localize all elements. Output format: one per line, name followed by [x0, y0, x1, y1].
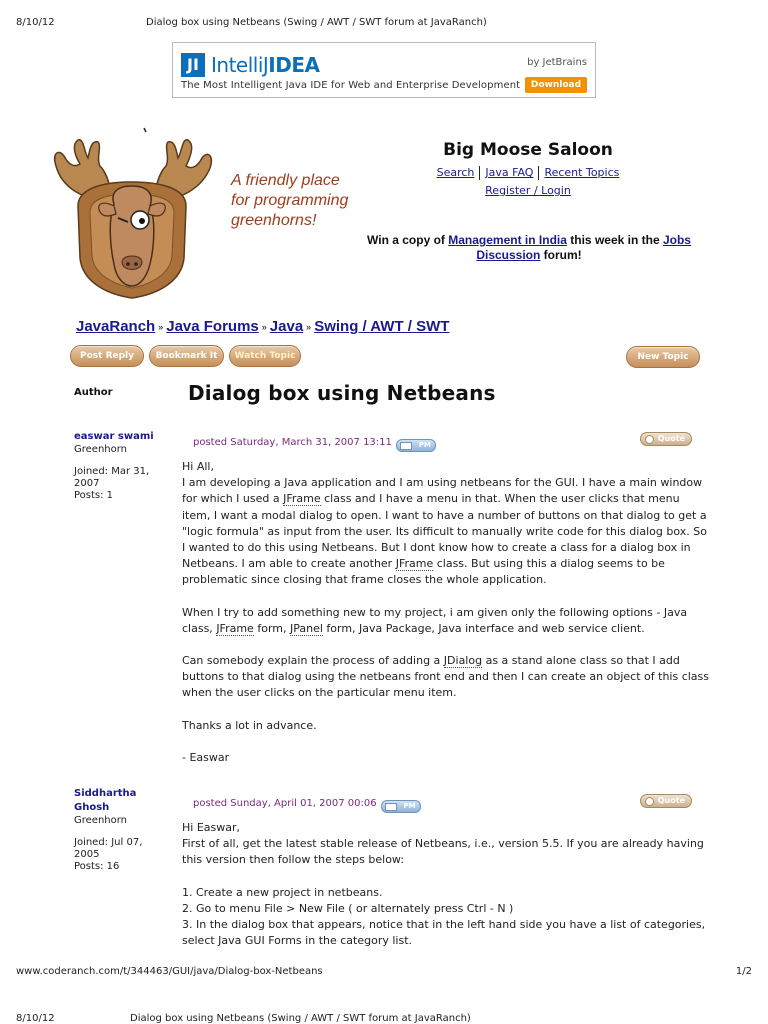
nav-recent-topics-link[interactable]: Recent Topics: [544, 166, 620, 179]
print-date: 8/10/12: [16, 17, 55, 28]
post-step: 3. In the dialog box that appears, notice that in the left hand side you have a list of categories, select Java GUI Forms in the category list.: [182, 918, 706, 948]
print-title: Dialog box using Netbeans (Swing / AWT / SWT forum at JavaRanch): [146, 17, 487, 28]
bookmark-button[interactable]: Bookmark It: [149, 345, 224, 367]
intellij-ad-banner[interactable]: [172, 42, 596, 98]
intellij-name: IntelliJIDEA: [211, 53, 320, 77]
promo-forum-link[interactable]: Jobs Discussion: [476, 233, 691, 262]
ad-tagline: The Most Intelligent Java IDE for Web and Enterprise Development: [181, 80, 521, 91]
ad-download-button[interactable]: Download: [525, 77, 587, 93]
breadcrumb-arrow-icon: »: [261, 322, 267, 333]
nav-divider: [538, 166, 539, 180]
moose-logo-icon[interactable]: [44, 108, 220, 304]
post-paragraph: Thanks a lot in advance.: [182, 718, 317, 732]
ad-by-jetbrains: by JetBrains: [527, 57, 587, 68]
post-step: 2. Go to menu File > New File ( or alternately press Ctrl - N ): [182, 901, 514, 915]
api-link[interactable]: JFrame: [283, 492, 321, 506]
post-signature: - Easwar: [182, 750, 230, 764]
breadcrumb-java[interactable]: Java: [269, 318, 304, 335]
envelope-icon: [385, 803, 397, 811]
breadcrumb-swing-awt-swt[interactable]: Swing / AWT / SWT: [314, 318, 450, 335]
api-link[interactable]: JPanel: [289, 621, 323, 635]
quote-icon: [645, 797, 654, 806]
site-nav: [400, 166, 656, 180]
post-body: [182, 459, 710, 782]
post-author-posts: Posts: 1: [74, 490, 114, 501]
new-topic-button[interactable]: New Topic: [626, 346, 700, 368]
pm-button[interactable]: PM: [396, 439, 436, 452]
promo-message: Win a copy of Management in India this week in the Jobs Discussion forum!: [367, 233, 691, 262]
register-login-link[interactable]: Register / Login: [485, 184, 571, 197]
post-paragraph: Hi Easwar, First of all, get the latest stable release of Netbeans, i.e., version 5.5. If you are already having this version then follow the steps below:: [182, 821, 704, 867]
post-body: [182, 820, 710, 949]
nav-java-faq-link[interactable]: Java FAQ: [485, 166, 534, 179]
thread-title: Dialog box using Netbeans: [188, 381, 496, 405]
intellij-logo-icon: JI: [181, 53, 205, 77]
print-page-number: 1/2: [735, 966, 752, 977]
breadcrumb: [76, 318, 449, 335]
nav-divider: [479, 166, 480, 180]
site-tagline: A friendly place for programming greenhorns!: [231, 172, 349, 229]
print-url: www.coderanch.com/t/344463/GUI/java/Dialog-box-Netbeans: [16, 966, 323, 977]
post-author-name[interactable]: easwar swami: [74, 431, 154, 442]
pm-button[interactable]: PM: [381, 800, 421, 813]
post-author-joined: Joined: Jul 07, 2005: [74, 837, 143, 860]
post-paragraph: Can somebody explain the process of adding a JDialog as a stand alone class so that I add buttons to that dialog using the netbeans front end and then I can create an object of this class when the user clicks on the particular menu item.: [182, 654, 710, 700]
quote-button[interactable]: Quote: [640, 432, 692, 446]
post-author-info: [74, 430, 170, 502]
watch-topic-button[interactable]: Watch Topic: [229, 345, 301, 367]
breadcrumb-arrow-icon: »: [158, 322, 164, 333]
api-link[interactable]: JDialog: [443, 654, 483, 668]
post-paragraph: When I try to add something new to my project, i am given only the following options - Java class, JFrame form, JPanel form, Java Package, Java interface and web service client.: [182, 605, 688, 635]
nav-search-link[interactable]: Search: [436, 166, 475, 179]
post-step: 1. Create a new project in netbeans.: [182, 885, 383, 899]
breadcrumb-javaranch[interactable]: JavaRanch: [76, 318, 156, 335]
post-meta: [193, 798, 421, 813]
post-date: posted Saturday, March 31, 2007 13:11: [193, 437, 392, 448]
post-author-rank: Greenhorn: [74, 444, 128, 455]
breadcrumb-arrow-icon: »: [306, 322, 312, 333]
post-author-joined: Joined: Mar 31, 2007: [74, 466, 150, 489]
quote-button[interactable]: Quote: [640, 794, 692, 808]
print-date: 8/10/12: [16, 1013, 55, 1024]
post-date: posted Sunday, April 01, 2007 00:06: [193, 798, 377, 809]
promo-book-link[interactable]: Management in India: [448, 233, 567, 247]
post-author-posts: Posts: 16: [74, 861, 120, 872]
api-link[interactable]: JFrame: [395, 557, 434, 571]
post-author-rank: Greenhorn: [74, 815, 128, 826]
quote-icon: [645, 435, 654, 444]
post-paragraph: Hi All, I am developing a Java application and I am using netbeans for the GUI. I have a main window for which I used a JFrame class and I have a menu in that. When the user clicks that menu item, I want a modal dialog to open. I want to have a number of buttons on that dialog to get a "logic formula" as input from the user. Its difficult to manually write code for this dialog box. So I wanted to do this using Netbeans. But I dont know how to create a class for a dialog box in Netbeans. I am able to create another JFrame class. But using this a dialog seems to be problematic since closing that frame closes the whole application.: [182, 460, 707, 587]
site-nav-secondary: [400, 184, 656, 197]
breadcrumb-java-forums[interactable]: Java Forums: [166, 318, 259, 335]
post-reply-button[interactable]: Post Reply: [70, 345, 144, 367]
envelope-icon: [400, 442, 412, 450]
api-link[interactable]: JFrame: [216, 621, 254, 635]
print-title: Dialog box using Netbeans (Swing / AWT / SWT forum at JavaRanch): [130, 1013, 471, 1024]
post-author-info: [74, 787, 170, 873]
post-author-name[interactable]: Siddhartha Ghosh: [74, 788, 137, 813]
site-title: Big Moose Saloon: [443, 140, 613, 160]
post-meta: [193, 437, 436, 452]
author-column-header: Author: [74, 387, 113, 398]
